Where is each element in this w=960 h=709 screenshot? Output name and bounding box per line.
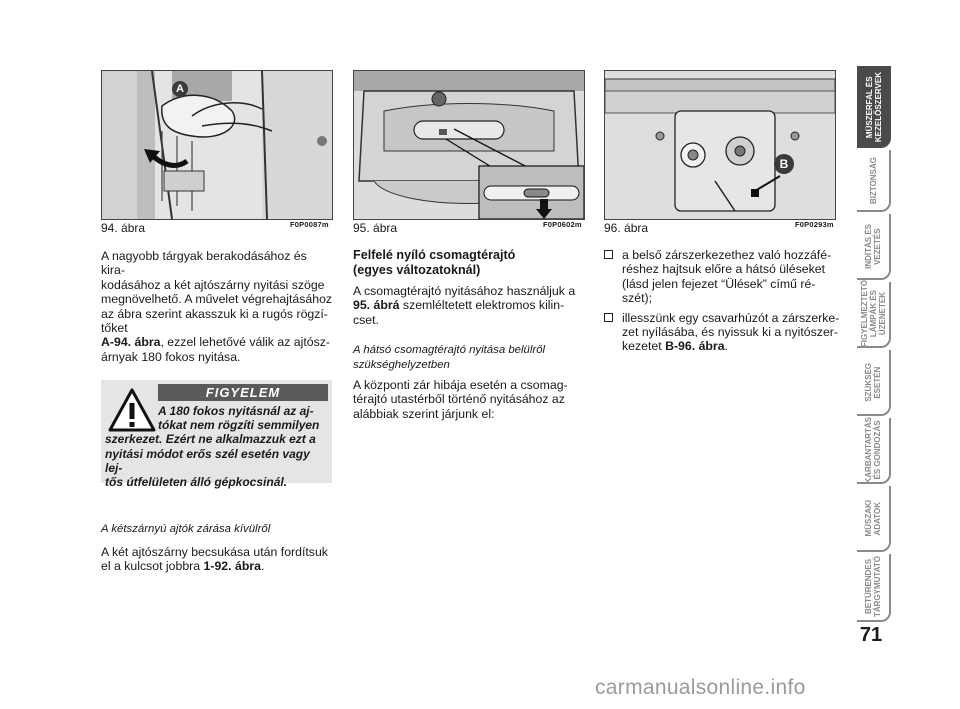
list-item: a belső zárszerkezethez való hozzáfé- réshez hajtsuk előre a hátsó üléseket (lásd jelen fejezet “Ülések” című ré- szét); (604, 248, 840, 306)
col2-subheading: A hátsó csomagtérajtó nyitása belülről szükséghelyzetben (353, 344, 546, 371)
col1-subheading: A kétszárnyú ajtók zárása kívülről (101, 523, 271, 535)
text-line: az ábra szerint akasszuk ki a rugós rögzí- (101, 306, 328, 321)
col1-paragraph-1 (101, 249, 333, 364)
figure-96-image (604, 70, 836, 220)
col2-heading: Felfelé nyíló csomagtérajtó (egyes változatoknál) (353, 248, 516, 277)
figure-96-illustration (605, 71, 835, 219)
text-line: A nagyobb tárgyak berakodásához és kira- (101, 249, 307, 278)
tab-targymutato[interactable]: BETŰRENDES TÁRGYMUTATÓ (857, 554, 891, 622)
figure-94-image (101, 70, 333, 220)
tab-inditas[interactable]: INDÍTÁS ÉS VEZETÉS (857, 214, 891, 280)
col2-paragraph-2: A központi zár hibája esetén a csomag- térajtó utastérből történő nyitásához az alábbiak szerint járjunk el: (353, 378, 568, 421)
figure-96-code: F0P0293m (795, 220, 834, 229)
tab-szukseg[interactable]: SZÜKSÉG ESETÉN (857, 350, 891, 416)
watermark: carmanualsonline.info (595, 676, 806, 699)
figure-94-caption: 94. ábra (101, 221, 146, 235)
figure-94-code: F0P0087m (290, 220, 329, 229)
col1-paragraph-2: A két ajtószárny becsukása után fordítsuk el a kulcsot jobbra 1-92. ábra. (101, 545, 328, 574)
tab-karbantartas[interactable]: KARBANTARTÁS ÉS GONDOZÁS (857, 418, 891, 484)
figure-reference: A-94. ábra (101, 335, 161, 350)
figure-reference: 95. ábrá (353, 298, 400, 313)
col3-bullet-list (604, 248, 840, 354)
text-line: kodásához a két ajtószárny nyitási szöge (101, 277, 325, 292)
text-line: A-94. ábra, ezzel lehetővé válik az ajtósz- (101, 335, 330, 350)
tab-figyelmezteto[interactable]: FIGYELMEZTETŐ LÁMPÁK ÉS ÜZENETEK (857, 282, 891, 348)
checkbox-bullet-icon (604, 250, 613, 259)
figure-reference: 1-92. ábra (203, 559, 261, 574)
figure-reference: B-96. ábra (665, 339, 725, 354)
figure-95-caption: 95. ábra (353, 221, 398, 235)
tab-muszaki[interactable]: MŰSZAKI ADATOK (857, 486, 891, 552)
checkbox-bullet-icon (604, 313, 613, 322)
tab-biztonsag[interactable]: BIZTONSÁG (857, 150, 891, 212)
warning-text: A 180 fokos nyitásnál az aj- tókat nem rögzíti semmilyen szerkezet. Ezért ne alkalmazzuk ezt a nyitási módot erős szél esetén vagy lej- tős útfelületen álló gépkocsinál. (105, 404, 320, 490)
text-line: megnövelhető. A művelet végrehajtásához (101, 292, 333, 307)
tab-muszerfal[interactable]: MŰSZERFAL ÉS KEZELŐSZERVEK (857, 66, 891, 148)
figure-94-callout: A (172, 81, 188, 97)
figure-96-caption: 96. ábra (604, 221, 649, 235)
figure-95-illustration (354, 71, 584, 219)
warning-box (101, 380, 332, 490)
figure-95-code: F0P0602m (543, 220, 582, 229)
figure-96-callout: B (774, 154, 794, 174)
col2-paragraph-1: A csomagtérajtó nyitásához használjuk a 95. ábrá szemléltetett elektromos kilin- cset. (353, 284, 576, 327)
text-line: árnyak 180 fokos nyitása. (101, 349, 241, 364)
page-number: 71 (859, 624, 883, 646)
text-line: tőket (101, 321, 128, 336)
warning-title: FIGYELEM (158, 384, 328, 401)
figure-95-image (353, 70, 585, 220)
list-item: illesszünk egy csavarhúzót a zárszerke- zet nyílásába, és nyissuk ki a nyitószer- kezetet B-96. ábra. (604, 311, 840, 354)
figure-94-illustration (102, 71, 332, 219)
